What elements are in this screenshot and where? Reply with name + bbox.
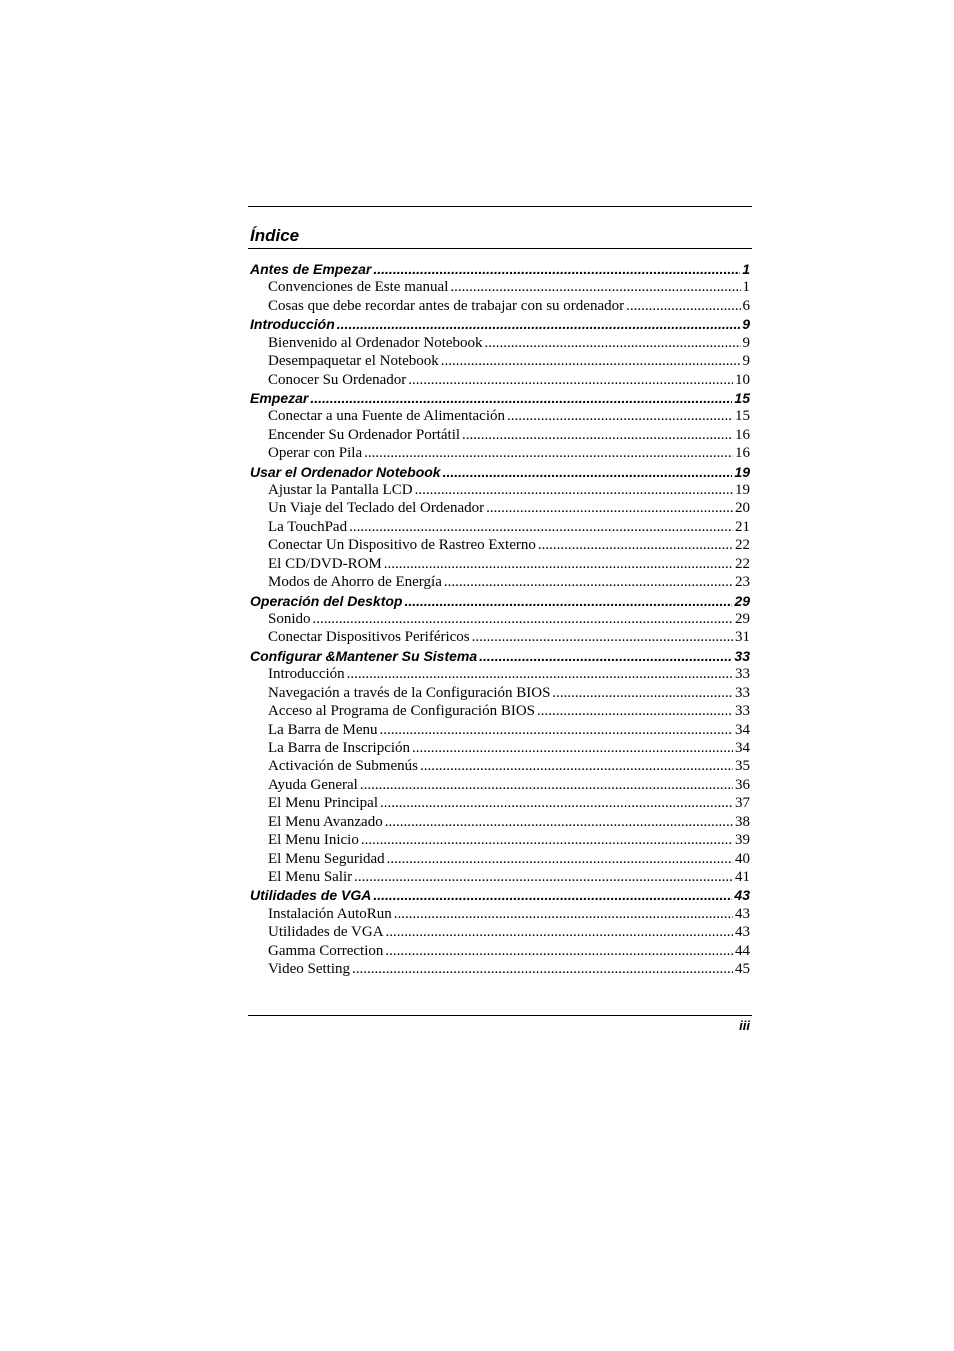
dot-leader [552,685,733,702]
toc-section[interactable] [248,482,752,500]
toc-section-page: 9 [742,353,750,370]
toc-section[interactable] [248,408,752,426]
toc-section-page: 29 [735,611,750,628]
toc-section[interactable] [248,924,752,942]
toc-section[interactable] [248,353,752,371]
toc-chapter-page: 33 [734,647,750,664]
toc-section-title: Modos de Ahorro de Energía [268,574,442,591]
dot-leader [361,832,733,849]
toc-section-page: 22 [735,537,750,554]
toc-section-title: La TouchPad [268,518,348,535]
toc-section[interactable] [248,943,752,961]
toc-section-page: 34 [735,739,750,756]
toc-section[interactable] [248,372,752,390]
toc-chapter-title: Introducción [250,316,335,333]
toc-chapter-page: 19 [734,463,750,480]
page-number: iii [739,1018,750,1033]
toc-section-page: 43 [735,905,750,922]
dot-leader [441,353,741,370]
toc-section[interactable] [248,574,752,592]
toc-section-page: 33 [735,666,750,683]
toc-section-page: 35 [735,758,750,775]
toc-section-title: Activación de Submenús [268,758,418,775]
toc-section-page: 34 [735,721,750,738]
toc-section-page: 22 [735,555,750,572]
toc-section-title: El Menu Principal [268,795,378,812]
dot-leader [384,556,733,573]
dot-leader [538,537,733,554]
toc-section-title: Operar con Pila [268,445,363,462]
toc-chapter-title: Utilidades de VGA [250,887,372,904]
toc-section-page: 1 [742,279,750,296]
toc-section-page: 36 [735,776,750,793]
toc-chapter-title: Empezar [250,389,309,406]
toc-section[interactable] [248,869,752,887]
toc-section-page: 6 [742,297,750,314]
toc-section-title: Utilidades de VGA [268,924,384,941]
toc-section-page: 31 [735,629,750,646]
dot-leader [387,851,733,868]
toc-section-title: Un Viaje del Teclado del Ordenador [268,500,485,517]
toc-section-title: Acceso al Programa de Configuración BIOS [268,703,536,720]
toc-section[interactable] [248,740,752,758]
toc-section[interactable] [248,814,752,832]
toc-section-title: El CD/DVD-ROM [268,555,382,572]
dot-leader [352,961,733,978]
toc-chapter-title: Configurar &Mantener Su Sistema [250,647,478,664]
dot-leader [360,777,733,794]
dot-leader [337,316,740,332]
dot-leader [537,703,733,720]
toc-section-page: 9 [742,334,750,351]
toc-section-page: 41 [735,868,750,885]
toc-section-title: Introducción [268,666,345,683]
toc-section-title: Cosas que debe recordar antes de trabajar con su ordenador [268,297,625,314]
dot-leader [349,519,733,536]
toc-chapter-page: 15 [734,389,750,406]
dot-leader [310,390,732,406]
toc-section[interactable] [248,703,752,721]
toc-section-title: Bienvenido al Ordenador Notebook [268,334,483,351]
toc-chapter[interactable] [248,390,752,408]
toc-section-title: Navegación a través de la Configuración BIOS [268,684,551,701]
toc-section-page: 33 [735,684,750,701]
toc-page [248,206,752,979]
toc-section-page: 16 [735,445,750,462]
toc-chapter-page: 43 [734,887,750,904]
heading-rule [248,248,752,249]
dot-leader [479,648,732,664]
toc-section-title: Ayuda General [268,776,358,793]
toc-chapter[interactable] [248,464,752,482]
dot-leader [373,261,740,277]
toc-section-title: El Menu Inicio [268,832,359,849]
toc-section-page: 38 [735,813,750,830]
toc-section[interactable] [248,629,752,647]
toc-chapter[interactable] [248,648,752,666]
toc-section-page: 16 [735,426,750,443]
toc-section-page: 44 [735,942,750,959]
dot-leader [354,869,733,886]
toc-chapter[interactable] [248,316,752,334]
toc-section-title: Encender Su Ordenador Portátil [268,426,461,443]
toc-section-title: El Menu Avanzado [268,813,383,830]
toc-section-page: 33 [735,703,750,720]
dot-leader [443,464,733,480]
toc-section[interactable] [248,445,752,463]
toc-section-title: La Barra de Menu [268,721,378,738]
toc-section-title: Conocer Su Ordenador [268,371,407,388]
dot-leader [394,906,733,923]
toc-section[interactable] [248,795,752,813]
dot-leader [412,740,733,757]
page-title: Índice [250,226,300,245]
dot-leader [444,574,733,591]
toc-section-title: La Barra de Inscripción [268,739,411,756]
toc-chapter-title: Operación del Desktop [250,592,403,609]
toc-section[interactable] [248,556,752,574]
dot-leader [472,629,733,646]
dot-leader [415,482,733,499]
toc-section-title: Conectar a una Fuente de Alimentación [268,408,506,425]
toc-section[interactable] [248,961,752,979]
toc-section[interactable] [248,519,752,537]
table-of-contents [248,261,752,979]
toc-section-page: 15 [735,408,750,425]
dot-leader [462,427,733,444]
toc-section-page: 23 [735,574,750,591]
toc-section-title: El Menu Seguridad [268,850,385,867]
toc-chapter[interactable] [248,887,752,905]
toc-section[interactable] [248,427,752,445]
dot-leader [420,758,733,775]
dot-leader [486,500,733,517]
toc-section[interactable] [248,298,752,316]
toc-section-title: Ajustar la Pantalla LCD [268,482,413,499]
toc-chapter-title: Antes de Empezar [250,261,372,277]
toc-section-title: Instalación AutoRun [268,905,392,922]
toc-section-page: 37 [735,795,750,812]
toc-section[interactable] [248,611,752,629]
dot-leader [385,814,733,831]
toc-chapter-title: Usar el Ordenador Notebook [250,463,441,480]
dot-leader [347,666,733,683]
toc-section-page: 43 [735,924,750,941]
toc-chapter-page: 29 [734,592,750,609]
dot-leader [373,887,732,903]
bottom-rule [248,1015,752,1016]
toc-section-title: Convenciones de Este manual [268,279,449,296]
toc-section-title: El Menu Salir [268,868,353,885]
toc-section-page: 21 [735,518,750,535]
dot-leader [386,924,733,941]
dot-leader [450,279,740,296]
toc-section[interactable] [248,722,752,740]
dot-leader [364,445,733,462]
dot-leader [507,408,733,425]
toc-chapter[interactable] [248,593,752,611]
dot-leader [404,593,732,609]
toc-section-title: Conectar Un Dispositivo de Rastreo Externo [268,537,536,554]
toc-section-title: Gamma Correction [268,942,384,959]
toc-section-title: Desempaquetar el Notebook [268,353,439,370]
toc-section-page: 40 [735,850,750,867]
dot-leader [313,611,733,628]
toc-chapter-page: 9 [742,316,750,333]
toc-section-page: 45 [735,961,750,978]
toc-section[interactable] [248,777,752,795]
toc-section-title: Sonido [268,611,311,628]
toc-section[interactable] [248,279,752,297]
dot-leader [485,335,741,352]
toc-section[interactable] [248,906,752,924]
toc-section[interactable] [248,758,752,776]
dot-leader [408,372,733,389]
toc-section-page: 10 [735,371,750,388]
toc-section[interactable] [248,851,752,869]
dot-leader [380,795,733,812]
toc-section[interactable] [248,685,752,703]
toc-section-page: 39 [735,832,750,849]
toc-chapter-page: 1 [742,261,750,277]
dot-leader [385,943,733,960]
toc-section-page: 19 [735,482,750,499]
dot-leader [380,722,733,739]
toc-section-page: 20 [735,500,750,517]
toc-section[interactable] [248,537,752,555]
toc-section[interactable] [248,500,752,518]
toc-section[interactable] [248,832,752,850]
dot-leader [626,298,740,315]
toc-section-title: Conectar Dispositivos Periféricos [268,629,470,646]
toc-section-title: Video Setting [268,961,351,978]
toc-section[interactable] [248,666,752,684]
toc-chapter[interactable] [248,261,752,279]
toc-section[interactable] [248,335,752,353]
